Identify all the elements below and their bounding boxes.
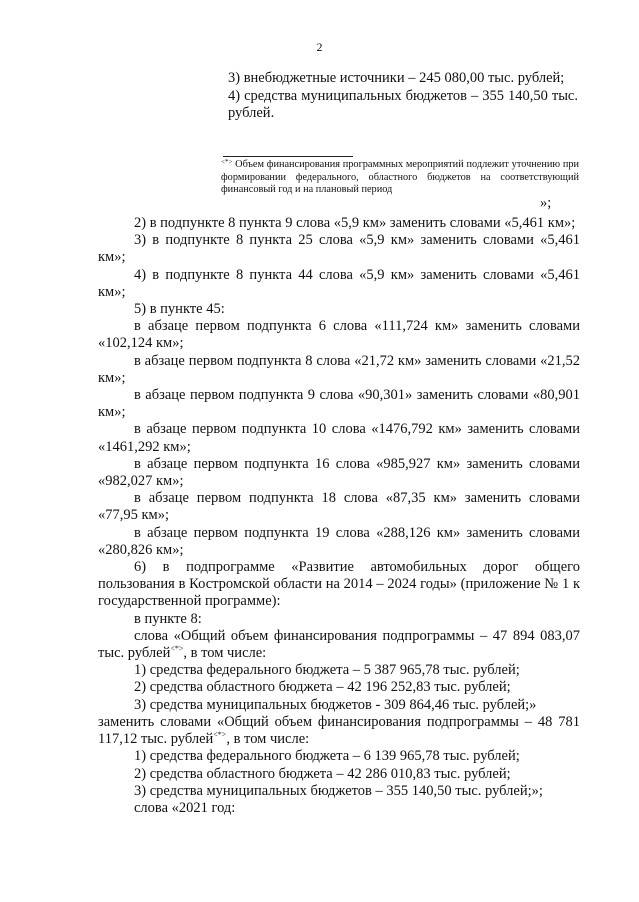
footnote-mark: <*> [221,158,233,166]
paragraph: в абзаце первом подпункта 8 слова «21,72 км» заменить словами «21,52 км»; [98,352,580,386]
list-item-municipal: 4) средства муниципальных бюджетов – 355 140,50 тыс. рублей. [228,87,578,121]
old-item: 3) средства муниципальных бюджетов - 309 864,46 тыс. рублей;» [134,696,537,713]
closing-quote: »; [540,195,552,211]
paragraph: 3) в подпункте 8 пункта 25 слова «5,9 км» заменить словами «5,461 км»; [98,232,580,266]
old-total-text: слова «Общий объем финансирования подпрограммы – 47 894 083,07 тыс. рублей [98,627,580,662]
new-total-paragraph [98,714,580,748]
page-number: 2 [316,40,323,54]
old-item: 2) средства областного бюджета – 42 196 252,83 тыс. рублей; [134,679,511,696]
amendments-body [98,215,580,817]
paragraph: 2) в подпункте 8 пункта 9 слова «5,9 км» заменить словами «5,461 км»; [134,215,576,231]
new-item: 1) средства федерального бюджета – 6 139 965,78 тыс. рублей; [134,748,520,765]
footnote-ref: <*> [170,644,184,654]
footnote-ref: <*> [213,730,227,740]
paragraph: в абзаце первом подпункта 10 слова «1476,792 км» заменить словами «1461,292 км»; [98,421,580,455]
old-total-tail: , в том числе: [183,645,267,662]
footnote [221,156,579,197]
paragraph: 6) в подпрограмме «Развитие автомобильных дорог общего пользования в Костромской области на 2014 – 2024 годы» (приложение № 1 к государственной программе): [98,559,580,610]
paragraph: в пункте 8: [134,610,202,627]
continued-list [228,70,578,123]
paragraph: 4) в подпункте 8 пункта 44 слова «5,9 км» заменить словами «5,461 км»; [98,266,580,300]
list-item-offbudget: 3) внебюджетные источники – 245 080,00 тыс. рублей; [228,70,565,86]
new-total-tail: , в том числе: [226,731,310,748]
paragraph: в абзаце первом подпункта 6 слова «111,724 км» заменить словами «102,124 км»; [98,318,580,352]
new-total-text: заменить словами «Общий объем финансирования подпрограммы – 48 781 117,12 тыс. рублей [98,713,580,748]
paragraph: в абзаце первом подпункта 19 слова «288,126 км» заменить словами «280,826 км»; [98,524,580,558]
new-item: 3) средства муниципальных бюджетов – 355 140,50 тыс. рублей;»; [134,782,543,799]
footnote-text: Объем финансирования программных мероприятий подлежит уточнению при формировании федерального, областного бюджетов на соответствующий финансовый год и на плановый период [221,159,579,195]
paragraph: в абзаце первом подпункта 16 слова «985,927 км» заменить словами «982,027 км»; [98,455,580,490]
old-total-paragraph [98,628,580,662]
new-item: 2) средства областного бюджета – 42 286 010,83 тыс. рублей; [134,765,511,782]
paragraph: в абзаце первом подпункта 9 слова «90,301» заменить словами «80,901 км»; [98,387,580,421]
paragraph: 5) в пункте 45: [134,301,225,318]
old-item: 1) средства федерального бюджета – 5 387 965,78 тыс. рублей; [134,662,520,679]
paragraph: в абзаце первом подпункта 18 слова «87,35 км» заменить словами «77,95 км»; [98,490,580,524]
new-item: слова «2021 год: [134,799,236,816]
